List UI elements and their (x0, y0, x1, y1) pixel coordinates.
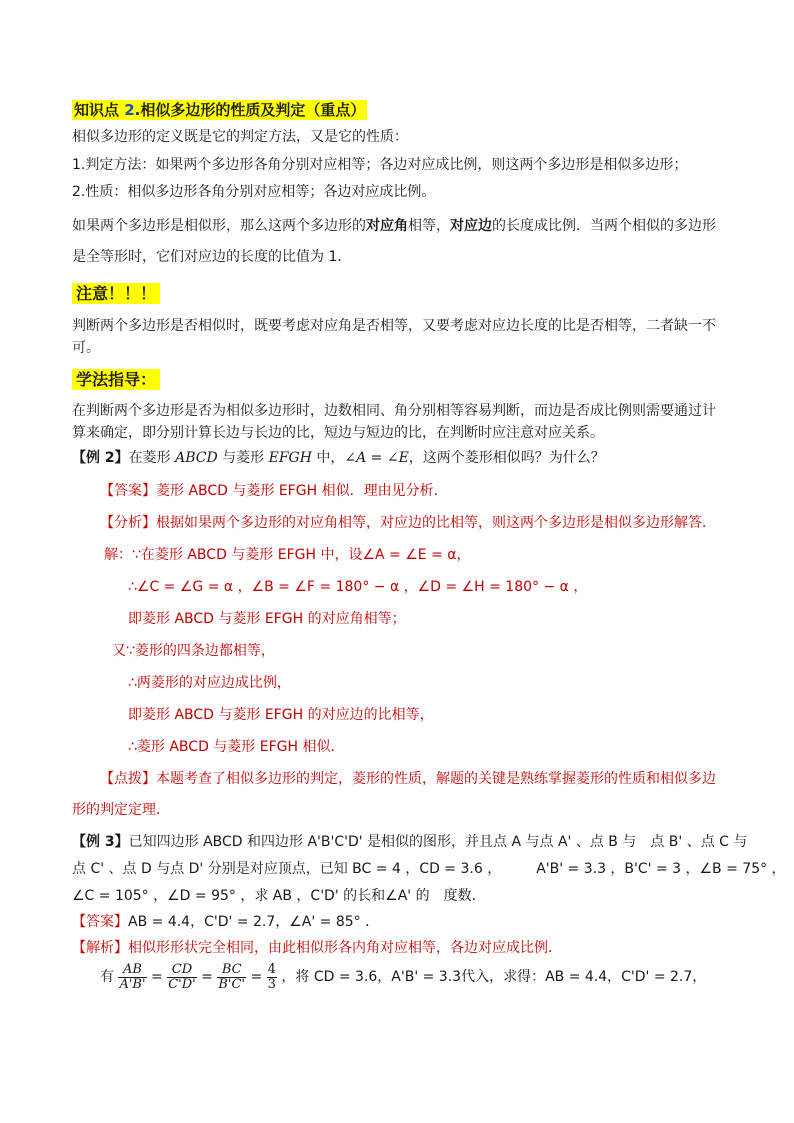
fraction-4-3-den: 3 (267, 976, 276, 992)
example2-solution-7: ∴菱形 ABCD 与菱形 EFGH 相似． (128, 739, 345, 755)
eq-suffix: ，将 CD = 3.6，A'B' = 3.3代入，求得：AB = 4.4，C'D' = 2.7， (281, 969, 707, 985)
example3-q1: 已知四边形 ABCD 和四边形 A'B'C'D' 是相似的图形，并且点 A 与点 A' 、点 B 与 点 B' 、点 C 与 (128, 834, 748, 850)
example2-solution-6: 即菱形 ABCD 与菱形 EFGH 的对应边的比相等， (128, 707, 434, 723)
section-item-1: 1.判定方法：如果两个多边形各角分别对应相等；各边对应成比例，则这两个多边形是相似多边形； (72, 157, 688, 173)
example2-q-g: ，这两个菱形相似吗？为什么？ (408, 450, 605, 466)
para-text-e: 的长度成比例．当两个相似的多边形 (492, 218, 716, 234)
example2-label: 【例 2】 (72, 450, 129, 466)
example3-question-line3: ∠C = 105° ，∠D = 95° ，求 AB ，C'D' 的长和∠A' 的 度数． (72, 888, 486, 904)
fraction-ab-num: AB (118, 963, 146, 978)
section-title-prefix: 知识点 (74, 101, 125, 119)
section-intro: 相似多边形的定义既是它的判定方法，又是它的性质： (72, 129, 408, 145)
guide-heading (72, 370, 160, 391)
example2-answer (100, 481, 448, 501)
para-text-c: 相等， (408, 218, 450, 234)
fraction-bc-den: B'C' (218, 976, 246, 992)
example2-tip-line2: 形的判定定理． (72, 802, 170, 818)
example3-answer (72, 912, 379, 932)
example2-q-e: 中， (311, 450, 345, 466)
eq-sign-2: = (201, 969, 213, 985)
eq-sign-1: = (151, 969, 163, 985)
guide-title: 学法指导： (72, 369, 160, 390)
example2-q-a: 在菱形 (128, 450, 176, 466)
para-text-b: 对应角 (366, 218, 408, 234)
example2-q-f: ∠A = ∠E (344, 450, 409, 466)
section-paragraph-line2: 是全等形时，它们对应边的长度的比值为 1． (72, 249, 352, 265)
section-paragraph-line1 (72, 216, 716, 236)
example2-tip-label: 【点拨】 (100, 771, 156, 787)
example2-solution-3: 即菱形 ABCD 与菱形 EFGH 的对应角相等； (128, 611, 406, 627)
example2-analysis-label: 【分析】 (100, 515, 156, 531)
section-title-main: .相似多边形的性质及判定（重点） (134, 101, 366, 119)
example3-label: 【例 3】 (72, 834, 129, 850)
example3-analysis-text: 相似形形状完全相同，由此相似形各内角对应相等，各边对应成比例． (128, 940, 562, 956)
section-title-num: 2 (124, 101, 135, 119)
fraction-bc-num: BC (217, 963, 246, 978)
guide-line2: 算来确定，即分别计算长边与长边的比，短边与短边的比，在判断时应注意对应关系。 (72, 425, 604, 441)
fraction-bc (217, 963, 246, 992)
example3-answer-label: 【答案】 (72, 914, 128, 930)
para-text-d: 对应边 (450, 218, 492, 234)
example3-analysis (72, 938, 562, 958)
example2-question (72, 448, 605, 468)
fraction-ab-den: A'B' (119, 976, 146, 992)
fraction-ab (118, 963, 146, 992)
notice-line2: 可。 (72, 340, 100, 356)
example3-equation (100, 962, 706, 992)
example2-q-b: ABCD (175, 450, 218, 466)
section-item-2: 2.性质：相似多边形各角分别对应相等；各边对应成比例。 (72, 184, 436, 200)
example2-answer-label: 【答案】 (100, 483, 156, 499)
example2-tip-text: 本题考查了相似多边形的判定，菱形的性质，解题的关键是熟练掌握菱形的性质和相似多边 (156, 771, 716, 787)
fraction-4-3-num: 4 (267, 961, 276, 977)
eq-sign-3: = (250, 969, 263, 985)
fraction-cd-den: C'D' (168, 976, 196, 992)
guide-line1: 在判断两个多边形是否为相似多边形时，边数相同、角分别相等容易判断，而边是否成比例则需要通过计 (72, 403, 716, 419)
fraction-cd-num: CD (167, 963, 197, 978)
example2-solution-5: ∴两菱形的对应边成比例， (128, 675, 291, 691)
example2-solution-1: 解：∵在菱形 ABCD 与菱形 EFGH 中，设∠A = ∠E = α， (104, 547, 471, 563)
example2-q-c: 与菱形 (217, 450, 269, 466)
notice-title: 注意！！！ (72, 283, 160, 304)
fraction-4-3 (267, 963, 277, 992)
example2-solution-2: ∴∠C = ∠G = α ，∠B = ∠F = 180° − α ，∠D = ∠H = 180° − α ， (128, 579, 588, 595)
notice-line1: 判断两个多边形是否相似时，既要考虑对应角是否相等，又要考虑对应边长度的比是否相等，二者缺一不 (72, 318, 716, 334)
section-heading (72, 100, 367, 121)
example3-question-line1 (72, 832, 747, 852)
eq-prefix: 有 (100, 969, 114, 985)
example3-question-line2: 点 C' 、点 D 与点 D' 分别是对应顶点，已知 BC = 4 ，CD = 3.6 ， A'B' = 3.3 ，B'C' = 3 ，∠B = 75° ， (72, 861, 786, 877)
example3-analysis-label: 【解析】 (72, 940, 128, 956)
example2-answer-text: 菱形 ABCD 与菱形 EFGH 相似．理由见分析． (156, 483, 448, 499)
example2-tip-line1 (100, 769, 716, 789)
example2-analysis-text: 根据如果两个多边形的对应角相等，对应边的比相等，则这两个多边形是相似多边形解答． (156, 515, 716, 531)
example2-analysis (100, 513, 716, 533)
notice-heading (72, 284, 160, 305)
fraction-cd (167, 963, 197, 992)
example2-q-d: EFGH (268, 450, 312, 466)
example2-solution-4: 又∵菱形的四条边都相等， (112, 643, 275, 659)
example3-answer-text: AB = 4.4，C'D' = 2.7，∠A' = 85° ． (128, 914, 380, 930)
para-text-a: 如果两个多边形是相似形，那么这两个多边形的 (72, 218, 366, 234)
